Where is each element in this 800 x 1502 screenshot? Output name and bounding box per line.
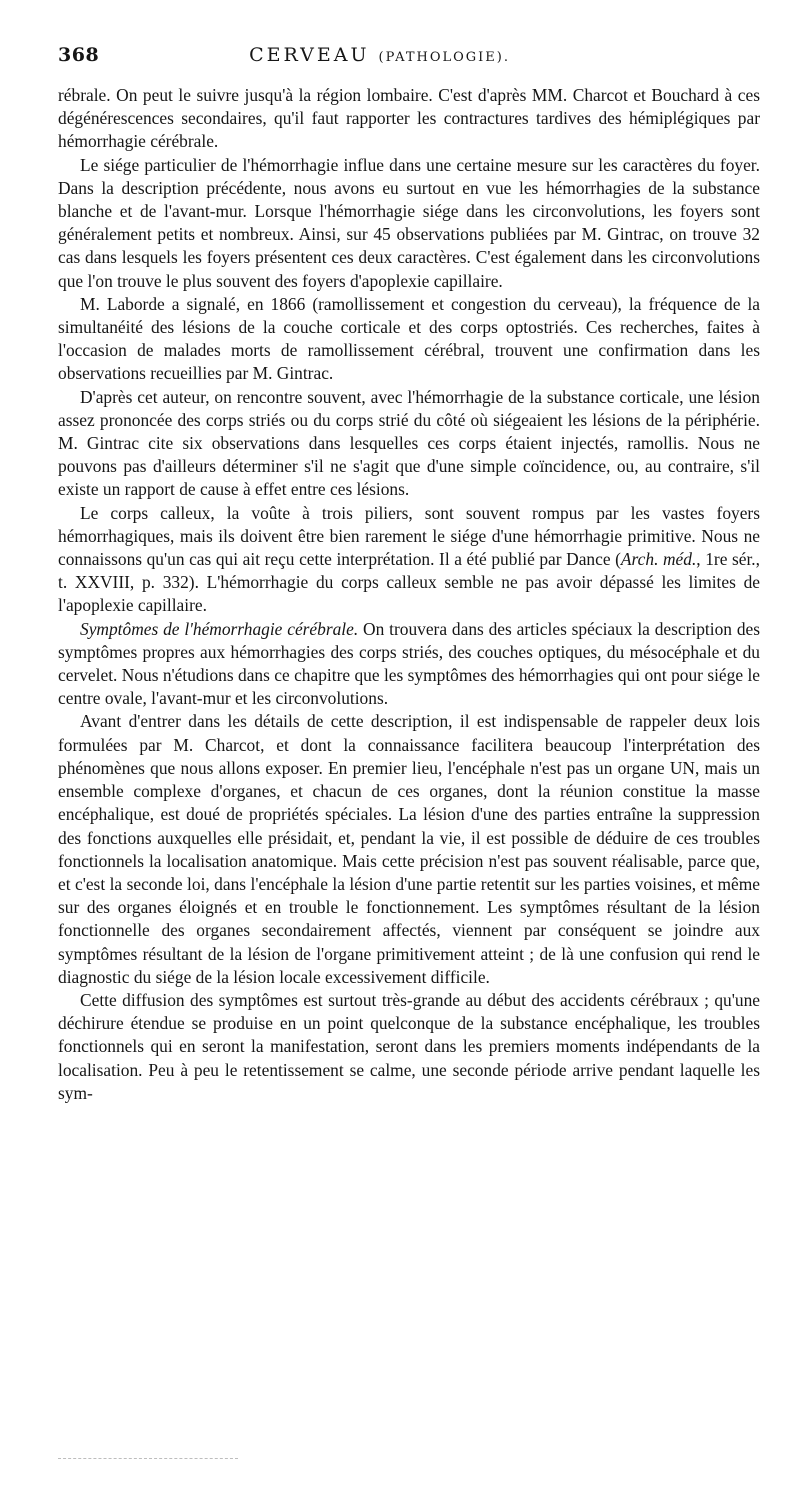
text-run: D'après cet auteur, on rencontre souvent, avec l'hémorrhagie de la substance corticale, une lésion assez prononcée des corps striés ou du corps strié du côté où siégeaient les lésions de la périphérie. M. Gintrac cite six observations dans lesquelles ces corps étaient injectés, ramollis. Nous ne pouvons pas d'ailleurs déterminer s'il ne s'agit que d'une simple coïncidence, ou, au contraire, s'il existe un rapport de cause à effet entre ces lésions. <box>58 386 760 500</box>
text-run: Le corps calleux, la voûte à trois piliers, sont souvent rompus par les vastes foyers hémorrhagiques, mais ils doivent être bien rarement le siége d'une hémorrhagie primitive. Nous ne connaissons qu'un cas qui ait reçu cette interprétation. Il a été publié par Dance ( <box>58 502 760 570</box>
page-header <box>58 44 760 84</box>
text-run: M. Laborde a signalé, en 1866 (ramollissement et congestion du cerveau), la fréquence de la simultanéité des lésions de la couche corticale et des corps optostriés. Ces recherches, faites à l'occasion de malades morts de ramollissement cérébral, trouvent une confirmation dans les observations recueillies par M. Gintrac. <box>58 293 760 384</box>
text-run: Le siége particulier de l'hémorrhagie influe dans une certaine mesure sur les caractères du foyer. Dans la description précédente, nous avons eu surtout en vue les hémorrhagies de la substance blanche et de l'avant-mur. Lorsque l'hémorrhagie siége dans les circonvolutions, les foyers sont généralement petits et nombreux. Ainsi, sur 45 observations publiées par M. Gintrac, on trouve 32 cas dans lesquels les foyers présentent ces deux caractères. C'est également dans les circonvolutions que l'on trouve le plus souvent des foyers d'apoplexie capillaire. <box>58 154 760 291</box>
paragraph <box>58 386 760 502</box>
text-run: On trouvera dans des articles spéciaux la description des symptômes propres aux hémorrhagies des corps striés, des couches optiques, du mésocéphale et du cervelet. Nous n'étudions dans ce chapitre que les symptômes des hémorrhagies qui ont pour siége le centre ovale, l'avant-mur et les circonvolutions. <box>58 618 761 709</box>
italic-text: Symptômes de l'hémorrhagie cérébrale. <box>80 618 359 639</box>
text-run: rébrale. On peut le suivre jusqu'à la région lombaire. C'est d'après MM. Charcot et Bouchard à ces dégénérescences secondaires, qu'il faut rapporter les contractures tardives des hémiplégiques par hémorrhagie cérébrale. <box>58 85 760 152</box>
paragraph <box>58 154 760 293</box>
text-run: Avant d'entrer dans les détails de cette description, il est indispensable de rappeler deux lois formulées par M. Charcot, et dont la connaissance facilitera beaucoup l'interprétation des phénomènes que nous allons exposer. En premier lieu, l'encéphale n'est pas un organe UN, mais un ensemble complexe d'organes, et chacun de ces organes, dont la réunion constitue la masse encéphalique, est doué de propriétés spéciales. La lésion d'une des parties entraîne la suppression des fonctions auxquelles elle présidait, et, pendant la vie, il est possible de déduire de ces troubles fonctionnels la localisation anatomique. Mais cette précision n'est pas souvent réalisable, parce que, et c'est la seconde loi, dans l'encéphale la lésion d'une partie retentit sur les parties voisines, et même sur des organes éloignés et en trouble le fonctionnement. Les symptômes résultant de la lésion fonctionnelle des organes secondairement affectés, viennent par conséquent se joindre aux symptômes résultant de la lésion de l'organe primitivement atteint ; de là une confusion qui rend le diagnostic du siége de la lésion locale excessivement difficile. <box>58 711 760 987</box>
paragraph <box>58 84 760 154</box>
running-head-subtitle: (PATHOLOGIE). <box>378 50 510 65</box>
paragraph <box>58 502 760 618</box>
running-head-title: CERVEAU <box>249 44 370 66</box>
paragraph <box>58 710 760 988</box>
text-run: Cette diffusion des symptômes est surtout très-grande au début des accidents cérébraux ; qu'une déchirure étendue se produise en un point quelconque de la substance encéphalique, les troubles fonctionnels qui en seront la manifestation, seront dans les premiers moments indépendants de la localisation. Peu à peu le retentissement se calme, une seconde période arrive pendant laquelle les sym- <box>58 989 760 1103</box>
running-head <box>249 44 510 66</box>
paragraph <box>58 989 760 1105</box>
italic-text: Arch. méd. <box>620 549 697 570</box>
footer-rule <box>58 1458 238 1459</box>
paragraph <box>58 293 760 386</box>
page-number: 368 <box>58 44 100 66</box>
text-run: , 1re sér., t. XXVIII, p. 332). L'hémorrhagie du corps calleux semble ne pas avoir dépassé les limites de l'apoplexie capillaire. <box>58 549 760 616</box>
body-text <box>58 84 760 1105</box>
paragraph <box>58 618 760 711</box>
